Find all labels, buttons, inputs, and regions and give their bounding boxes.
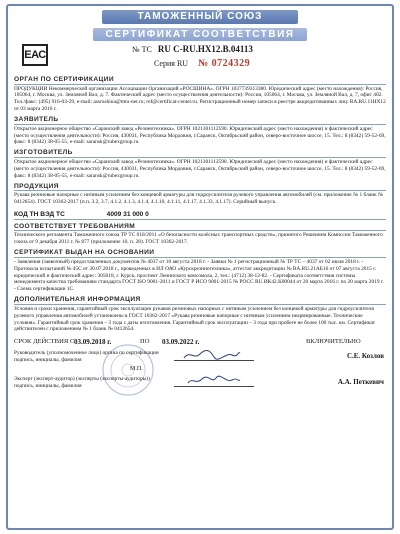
section-basis: [14, 249, 386, 293]
expert-sub: подпись, инициалы, фамилия: [14, 382, 82, 389]
section-text: Открытое акционерное общество «Саранский завод «Резинотехника». ОГРН 1021301112590. Юридический адрес (место нахождения) и фактический адрес (место осуществления деятельности): Россия, 430031, Республика Мордовия, г.Саранск, Октябрьский район, северо-восточное шоссе, 15. Тел.: 8 (8342) 59-52-69, факс: 8 (8342) 38-05-55, e-mail: saransk@rubexgroup.ru.: [14, 158, 386, 179]
section-title: ДОПОЛНИТЕЛЬНАЯ ИНФОРМАЦИЯ: [14, 296, 386, 305]
certificate-number: RU C-RU.НХ12.В.04113: [157, 44, 253, 54]
tnved-value: 4009 31 000 0: [106, 210, 149, 218]
expert-name: А.А. Петкевич: [337, 378, 384, 387]
expert-label: Эксперт (эксперт-аудитор) (эксперты (эксперты-аудиторы)): [14, 376, 150, 383]
tnved-code-line: [14, 211, 386, 220]
section-title: ИЗГОТОВИТЕЛЬ: [14, 149, 386, 158]
section-requirements: [14, 223, 386, 246]
certificate-title: СЕРТИФИКАТ СООТВЕТСТВИЯ: [93, 28, 307, 41]
section-applicant: [14, 116, 386, 146]
section-manufacturer: [14, 149, 386, 179]
section-text: Технического регламента Таможенного союза ТР ТС 018/2011 «О безопасности колёсных транспортных средств», принятого Решением Комиссии Таможенного союза от 9 декабря 2011 г. № 877 (приложение 10, п. 28). ГОСТ 10362-2017.: [14, 232, 383, 246]
validity-to-label: ПО: [140, 338, 150, 346]
validity-to: 03.09.2022 г.: [162, 338, 200, 347]
certificate-body: [14, 10, 386, 526]
signature-scribble-icon: [182, 348, 242, 362]
serial-number: № 0724329: [198, 58, 251, 69]
stamp-label: М.П.: [130, 366, 143, 373]
certificate-header: [14, 43, 386, 73]
section-title: СООТВЕТСТВУЕТ ТРЕБОВАНИЯМ: [14, 223, 386, 232]
signature-scribble-icon: [186, 374, 242, 388]
section-title: ЗАЯВИТЕЛЬ: [14, 116, 386, 125]
head-label: Руководитель (уполномоченное лицо) органа по сертификации: [14, 350, 159, 357]
expert-signature-block: [14, 376, 150, 389]
validity-inclusive: ВКЛЮЧИТЕЛЬНО: [306, 338, 361, 346]
tnved-label: КОД ТН ВЭД ТС: [14, 210, 65, 218]
section-text: ПРОДУКЦИИ Некоммерческой организации Ассоциации Организаций «РОСШИНА». ОГРН 1037739313380. Юридический адрес (место нахождения): Россия, 105064, г. Москва, ул. Земляной Вал, д. 7. Фактический адрес (место осуществления деятельности): Россия, 105064, г. Москва, ул. Земляной Вал, д. 7, офис 402. Тел./факс: (495) 916-03-29, e-mail: assroshina@mtu-net.ru; ref@certificat-center.ru. Регистрационный номер записи в реестре аккредитованных лиц: RA.RU.11НХ12 от 03 марта 2016 г.: [14, 85, 386, 113]
head-name: С.Е. Козлов: [346, 352, 384, 361]
head-signature-block: [14, 350, 159, 363]
customs-union-banner: ТАМОЖЕННЫЙ СОЮЗ: [102, 10, 298, 24]
validity-label: СРОК ДЕЙСТВИЯ С: [14, 338, 75, 346]
section-title: ПРОДУКЦИЯ: [14, 183, 386, 192]
section-product: [14, 183, 386, 206]
signature-area: [14, 336, 386, 396]
section-text: Открытое акционерное общество «Саранский завод «Резинотехника». ОГРН 1021301112590. Юридический адрес (место нахождения) и фактический адрес (место осуществления деятельности): Россия, 430031, Республика Мордовия, г.Саранск, Октябрьский район, северо-восточное шоссе, 15. Тел.: 8 (8342) 59-52-69, факс: 8 (8342) 38-05-55, e-mail: saransk@rubexgroup.ru.: [14, 125, 386, 146]
section-text: - Заявления (заявочный) предоставленных документов № 4037 от 10 августа 2018 г. - Заявки № 1 регистрационный № ТР ТС – 4037 от 02 июля 2018 г. - Протокола испытаний № 45С от 30.07.2018 г., проведенных в ИЛ ОАО «Курскрезинотехника», аттестат аккредитации № RA.RU.21АБ16 от 07 августа 2015 г. юридический и фактический адрес: 305018, г. Курск, проспект Ленинского комсомола, 2, тел.: (4712) 38-12-82. - Сертификата соответствия системы менеджмента качества требованиям стандарта ГОСТ ISO 9001-2011 и ГОСТ Р ИСО 9001-2015 № РОСС RU.ИК42.К00044 от 20 марта 2016 г. по 20 марта 2019 г. - Схема сертификации 1С.: [14, 258, 384, 293]
eac-logo-icon: ЕАС: [22, 44, 48, 66]
series-line: [154, 58, 250, 69]
section-organ: [14, 76, 386, 113]
section-title: СЕРТИФИКАТ ВЫДАН НА ОСНОВАНИИ: [14, 249, 386, 258]
series-label: Серия RU: [154, 59, 189, 68]
validity-from: 03.09.2018 г.: [74, 338, 112, 347]
head-sub: подпись, инициалы, фамилия: [14, 356, 82, 363]
section-title: ОРГАН ПО СЕРТИФИКАЦИИ: [14, 76, 386, 85]
validity-line: [14, 338, 386, 345]
section-text: Условия и сроки хранения, гарантийный срок эксплуатации рукавов резиновых напорных с нитяным усилением без концевой арматуры для гидроусилителя рулевого управления автомобилей установлены в ГОСТ 10362-2017 «Рукава резиновые напорные с нитяным усилением неармированные. Технические условия». Гарантийный срок хранения – 3 года с даты изготовления. Гарантийный срок эксплуатации – 3 года при пробеге не более 100 тыс. км. Сертификат действителен с приложением № 1 бланк № 0412654.: [14, 305, 375, 333]
number-label: № ТС: [132, 45, 152, 54]
section-text: Рукава резиновые напорные с нитяным усилением без концевой арматуры для гидроусилителя рулевого управления автомобилей (см. приложение № 1 бланк № 0412654). ГОСТ 10362-2017 (п.п. 3.2, 3.7, 4.1.2, 4.1.3, 4.1.4, 4.1.10, 4.1.11, 4.1.17, 4.1.33, 4.1.17). Серийный выпуск.: [14, 192, 384, 205]
certificate-number-line: [132, 44, 253, 54]
section-additional: [14, 296, 386, 333]
